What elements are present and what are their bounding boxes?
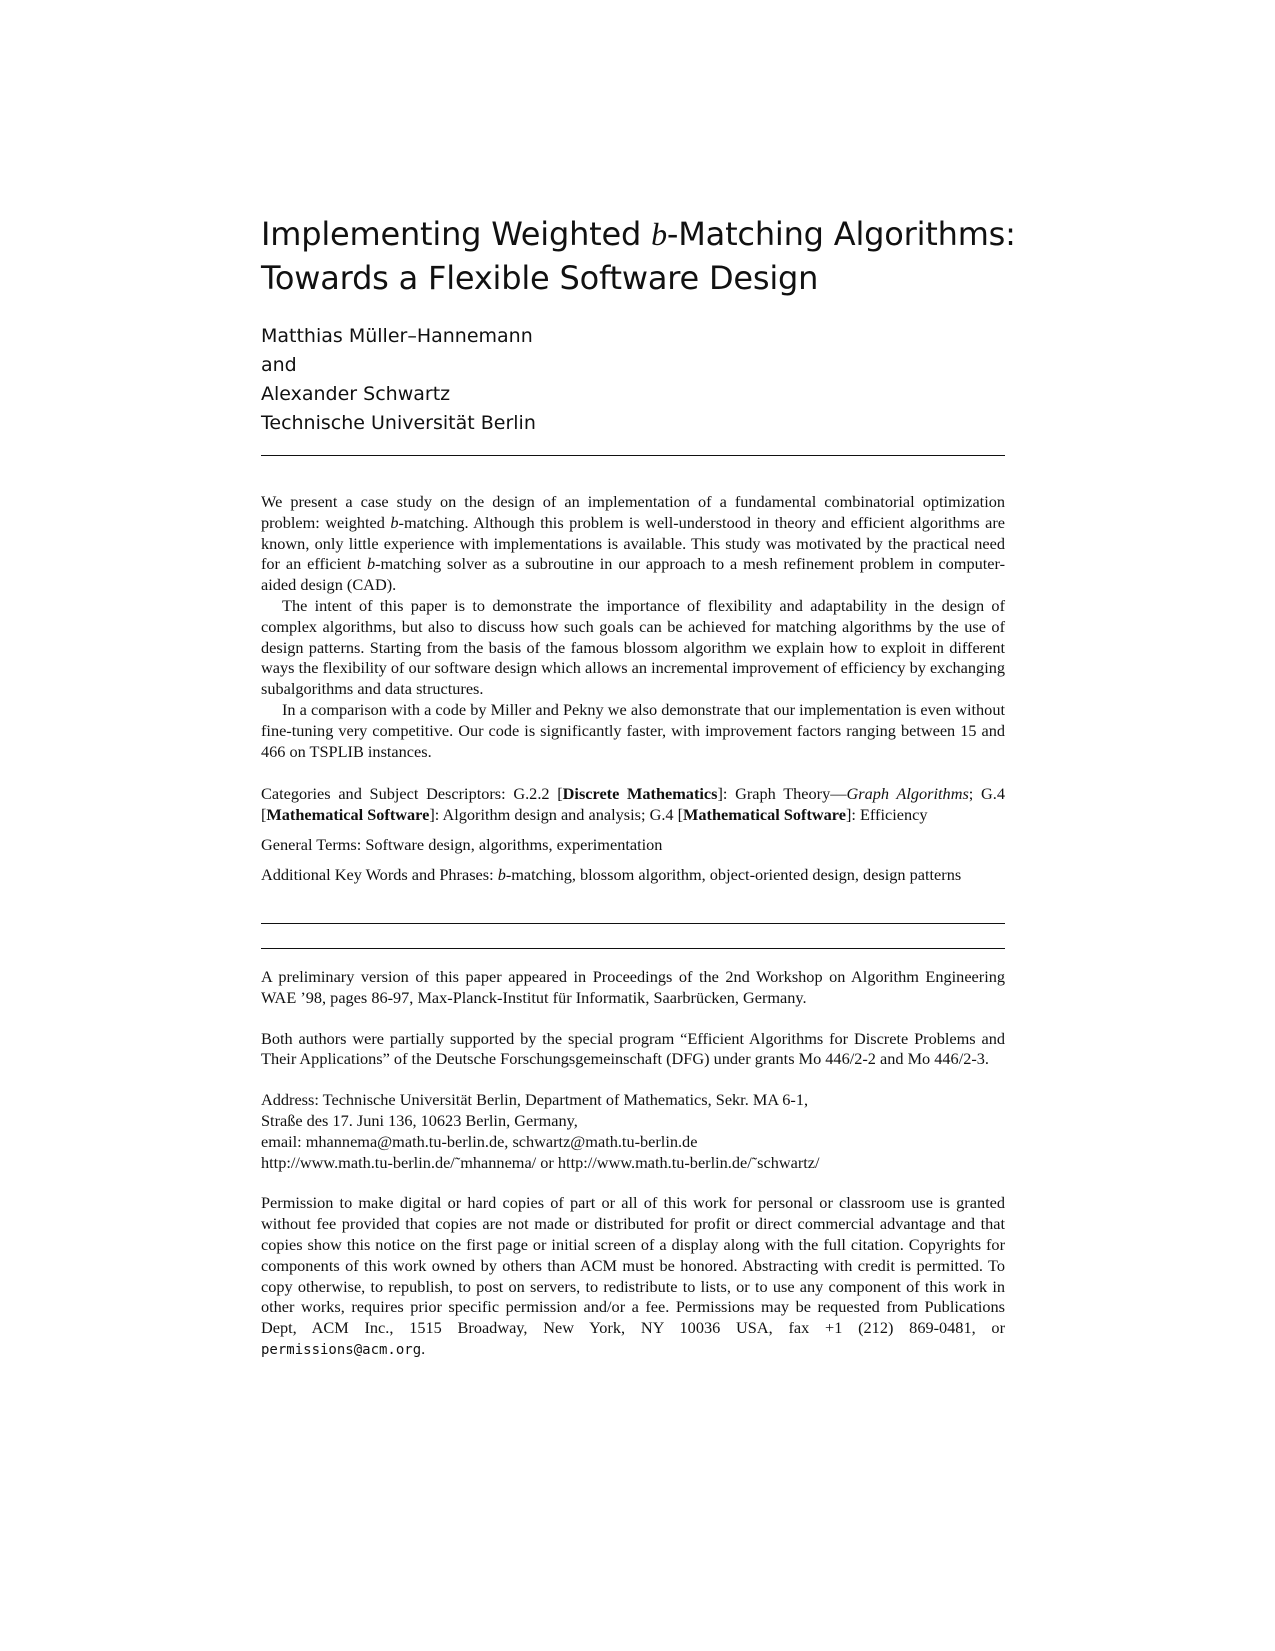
- descriptor-italic: Graph Algorithms: [846, 784, 969, 803]
- permissions-email: permissions@acm.org: [261, 1341, 422, 1358]
- descriptor-bold: Discrete Mathematics: [562, 784, 718, 803]
- address-line: Address: Technische Universität Berlin, Department of Mathematics, Sekr. MA 6-1,: [261, 1090, 809, 1110]
- footnotes: [261, 967, 1005, 1381]
- author-name: Alexander Schwartz: [261, 383, 451, 405]
- subject-descriptors: [261, 784, 1005, 826]
- general-terms: General Terms: Software design, algorithms, experimentation: [261, 834, 663, 854]
- math-variable: b: [390, 512, 399, 532]
- permission-text: .: [421, 1338, 426, 1358]
- descriptor-bold: Mathematical Software: [266, 804, 430, 824]
- section-rule: [261, 923, 1005, 924]
- descriptor-text: ]: Algorithm design and analysis; G.4 [: [429, 804, 684, 824]
- keywords-text: -matching, blossom algorithm, object-oriented design, design patterns: [505, 865, 962, 885]
- address-line: Straße des 17. Juni 136, 10623 Berlin, Germany,: [261, 1110, 578, 1130]
- descriptor-bold: Mathematical Software: [683, 804, 846, 824]
- math-variable: b: [497, 865, 506, 885]
- funding-note: Both authors were partially supported by the special program “Efficient Algorithms for Discrete Problems and Their Applications” of the Deutsche Forschungsgemeinschaft (DFG) under grants Mo 446/2-2 and Mo 446/2-3.: [261, 1028, 1005, 1069]
- descriptor-text: ]: Efficiency: [845, 804, 928, 824]
- preliminary-note: A preliminary version of this paper appeared in Proceedings of the 2nd Workshop on Algorithm Engineering WAE ’98, pages 86-97, Max-Planck-Institut für Informatik, Saarbrücken, Germany.: [261, 967, 1005, 1007]
- permission-note: [261, 1193, 1005, 1360]
- abstract-paragraph: [261, 492, 1005, 596]
- permission-text: Permission to make digital or hard copies of part or all of this work for personal or classroom use is granted without fee provided that copies are not made or distributed for profit or direct commercial advantage and that copies show this notice on the first page or initial screen of a display along with the full citation. Copyrights for components of this work owned by others than ACM must be honored. Abstracting with credit is permitted. To copy otherwise, to republish, to post on servers, to redistribute to lists, or to use any component of this work in other works, requires prior specific permission and/or a fee. Permissions may be requested from Publications Dept, ACM Inc., 1515 Broadway, New York, NY 10036 USA, fax +1 (212) 869-0481, or: [261, 1193, 1005, 1338]
- abstract-text: -matching solver as a subroutine in our approach to a mesh refinement problem in computer-aided design (CAD).: [261, 554, 1005, 595]
- title-text: Implementing Weighted: [261, 215, 652, 253]
- url-line: http://www.math.tu-berlin.de/˜mhannema/ or http://www.math.tu-berlin.de/˜schwartz/: [261, 1152, 820, 1172]
- classification-block: [261, 784, 1005, 896]
- math-variable: b: [366, 554, 376, 574]
- descriptor-text: ; G.4 [: [261, 784, 1005, 824]
- author-name: Matthias Müller–Hannemann: [261, 325, 533, 347]
- abstract: [261, 492, 1005, 762]
- title-text: -Matching Algorithms:: [666, 215, 1016, 253]
- paper-title: [261, 212, 1016, 300]
- address-note: [261, 1090, 1005, 1173]
- author-block: [261, 322, 1005, 438]
- abstract-text: -matching. Although this problem is well-understood in theory and efficient algorithms are known, only little experience with implementations is available. This study was motivated by the practical need for an efficient: [261, 512, 1005, 574]
- descriptor-text: Categories and Subject Descriptors: G.2.2 [: [261, 784, 563, 803]
- footnote-rule: [261, 948, 1005, 949]
- title-line-2: Towards a Flexible Software Design: [261, 259, 819, 297]
- descriptor-text: ]: Graph Theory—: [717, 784, 847, 803]
- email-line: email: mhannema@math.tu-berlin.de, schwartz@math.tu-berlin.de: [261, 1131, 698, 1151]
- key-words: [261, 865, 1005, 886]
- author-affiliation: Technische Universität Berlin: [261, 412, 536, 434]
- title-variable: b: [651, 216, 667, 252]
- title-line-1: [261, 212, 1016, 256]
- abstract-paragraph: In a comparison with a code by Miller and Pekny we also demonstrate that our implementation is even without fine-tuning very competitive. Our code is significantly faster, with improvement factors ranging between 15 and 466 on TSPLIB instances.: [261, 699, 1005, 761]
- header-rule: [261, 455, 1005, 456]
- abstract-paragraph: The intent of this paper is to demonstrate the importance of flexibility and adaptability in the design of complex algorithms, but also to discuss how such goals can be achieved for matching algorithms by the use of design patterns. Starting from the basis of the famous blossom algorithm we explain how to exploit in different ways the flexibility of our software design which allows an incremental improvement of efficiency by exchanging subalgorithms and data structures.: [261, 595, 1005, 699]
- keywords-text: Additional Key Words and Phrases:: [261, 865, 498, 885]
- abstract-text: We present a case study on the design of an implementation of a fundamental combinatorial optimization problem: weighted: [261, 492, 1005, 532]
- author-conjunction: and: [261, 354, 297, 376]
